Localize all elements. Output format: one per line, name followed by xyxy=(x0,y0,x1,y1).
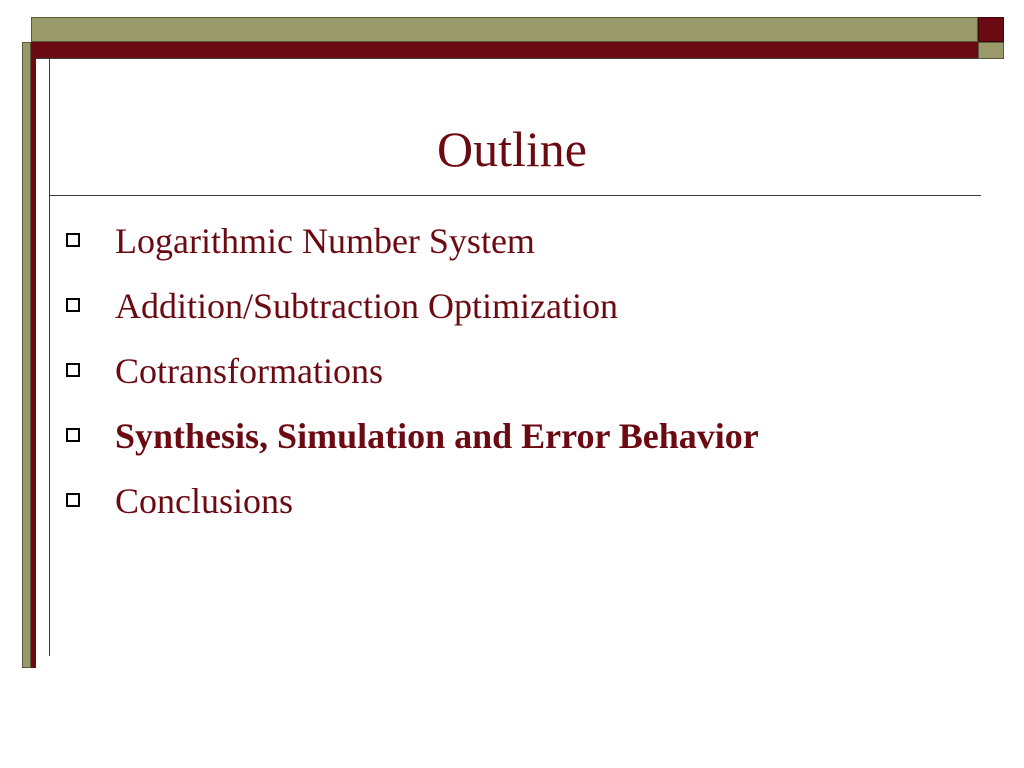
bullet-text: Conclusions xyxy=(115,481,294,521)
hollow-square-bullet-icon xyxy=(66,233,80,247)
bullet-text: Cotransformations xyxy=(115,351,383,391)
bullet-list xyxy=(66,212,759,537)
corner-olive-square xyxy=(978,42,1004,59)
hollow-square-bullet-icon xyxy=(66,428,80,442)
header-maroon-bar xyxy=(31,42,978,58)
title-separator xyxy=(49,195,981,196)
bullet-text-current: Synthesis, Simulation and Error Behavior xyxy=(115,416,759,456)
hollow-square-bullet-icon xyxy=(66,363,80,377)
hollow-square-bullet-icon xyxy=(66,298,80,312)
list-item xyxy=(66,212,759,277)
slide-title: Outline xyxy=(437,121,587,177)
hollow-square-bullet-icon xyxy=(66,493,80,507)
bullet-text: Logarithmic Number System xyxy=(115,221,535,261)
corner-maroon-square xyxy=(978,17,1004,42)
list-item xyxy=(66,472,759,537)
list-item xyxy=(66,342,759,407)
header-olive-bar xyxy=(31,17,978,42)
header-rule xyxy=(31,58,978,59)
bullet-text: Addition/Subtraction Optimization xyxy=(115,286,618,326)
list-item xyxy=(66,277,759,342)
list-item-current xyxy=(66,407,759,472)
